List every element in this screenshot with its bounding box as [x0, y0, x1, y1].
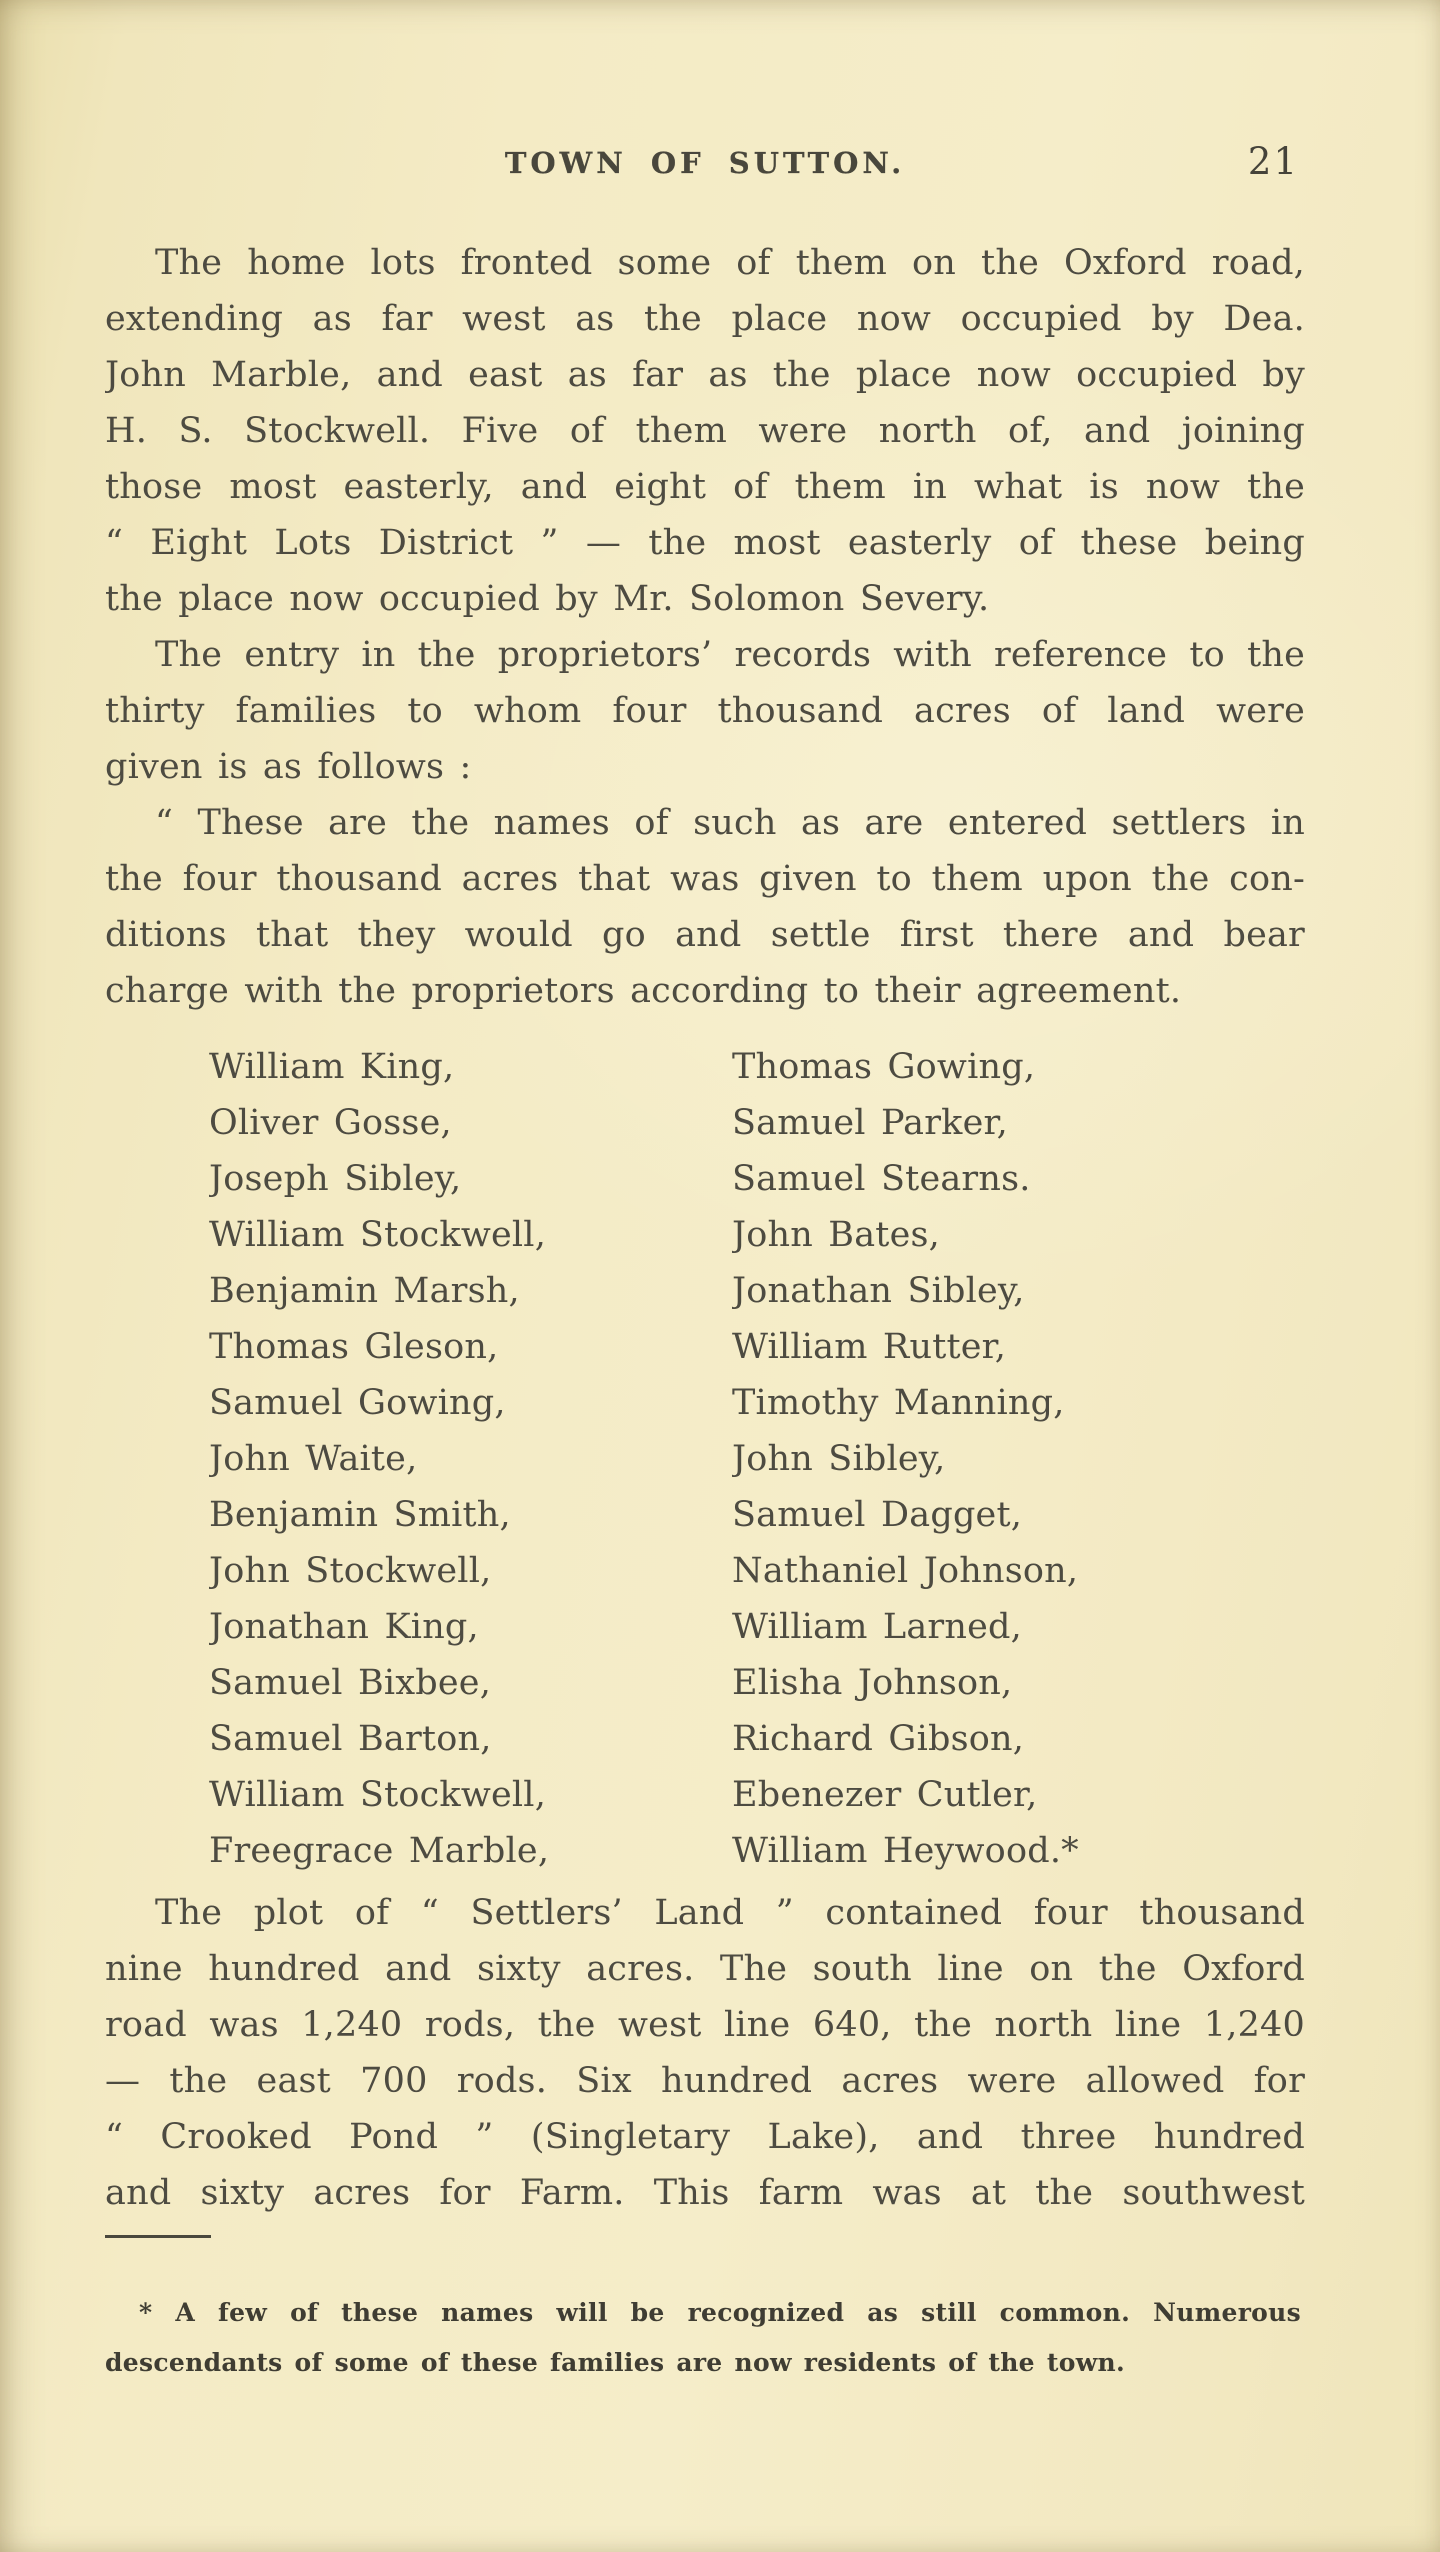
settler-name: Samuel Barton, — [209, 1719, 492, 1759]
text-line: the four thousand acres that was given to them upon the con- — [105, 859, 1305, 899]
settler-name: Ebenezer Cutler, — [732, 1775, 1038, 1815]
text-line: The plot of “ Settlers’ Land ” contained four thousand — [155, 1893, 1305, 1933]
settler-name: Elisha Johnson, — [732, 1663, 1013, 1703]
settler-name: William Stockwell, — [209, 1775, 547, 1815]
text-line: extending as far west as the place now occupied by Dea. — [105, 299, 1305, 339]
settler-name: Joseph Sibley, — [209, 1159, 462, 1199]
settler-name: Samuel Parker, — [732, 1103, 1008, 1143]
text-line: and sixty acres for Farm. This farm was at the southwest — [105, 2173, 1305, 2213]
page-content — [105, 0, 1305, 2388]
settler-name: John Bates, — [732, 1215, 940, 1255]
text-line: given is as follows : — [105, 747, 472, 787]
settler-name: Oliver Gosse, — [209, 1103, 452, 1143]
settler-name: William Larned, — [732, 1607, 1022, 1647]
settler-name: William Stockwell, — [209, 1215, 547, 1255]
text-line: those most easterly, and eight of them in what is now the — [105, 467, 1305, 507]
settlers-column-right — [732, 1039, 1079, 1879]
text-line: charge with the proprietors according to their agreement. — [105, 971, 1182, 1011]
text-line: road was 1,240 rods, the west line 640, the north line 1,240 — [105, 2005, 1305, 2045]
settler-name: Benjamin Marsh, — [209, 1271, 520, 1311]
text-line: * A few of these names will be recognized as still common. Numerous — [139, 2298, 1301, 2327]
paragraph-settlers-quote — [105, 795, 1305, 1019]
settler-name: Thomas Gowing, — [732, 1047, 1036, 1087]
settler-name: Samuel Dagget, — [732, 1495, 1023, 1535]
settler-name: Freegrace Marble, — [209, 1831, 550, 1871]
text-line: the place now occupied by Mr. Solomon Severy. — [105, 579, 990, 619]
text-line: thirty families to whom four thousand acres of land were — [105, 691, 1305, 731]
text-line: John Marble, and east as far as the place now occupied by — [105, 355, 1305, 395]
settler-name: William Rutter, — [732, 1327, 1007, 1367]
text-line: The home lots fronted some of them on the Oxford road, — [155, 243, 1305, 283]
settler-name: John Sibley, — [732, 1439, 946, 1479]
settler-name: Thomas Gleson, — [209, 1327, 499, 1367]
text-line: ditions that they would go and settle first there and bear — [105, 915, 1305, 955]
settler-name: Benjamin Smith, — [209, 1495, 511, 1535]
settler-name: Samuel Stearns. — [732, 1159, 1031, 1199]
settler-name: Samuel Bixbee, — [209, 1663, 492, 1703]
text-line: nine hundred and sixty acres. The south line on the Oxford — [105, 1949, 1305, 1989]
header-title: TOWN OF SUTTON. — [504, 146, 906, 180]
settler-name: Samuel Gowing, — [209, 1383, 506, 1423]
text-line: H. S. Stockwell. Five of them were north of, and joining — [105, 411, 1305, 451]
text-line: “ Eight Lots District ” — the most easterly of these being — [105, 523, 1305, 563]
settler-name: Jonathan King, — [209, 1607, 479, 1647]
settler-name: Nathaniel Johnson, — [732, 1551, 1079, 1591]
settlers-name-list — [105, 1039, 1305, 1879]
settler-name: Timothy Manning, — [732, 1383, 1065, 1423]
paragraph-home-lots — [105, 235, 1305, 627]
text-line: “ Crooked Pond ” (Singletary Lake), and three hundred — [105, 2117, 1305, 2157]
text-line: — the east 700 rods. Six hundred acres were allowed for — [105, 2061, 1305, 2101]
text-line: descendants of some of these families are now residents of the town. — [105, 2348, 1126, 2377]
settler-name: Richard Gibson, — [732, 1719, 1025, 1759]
text-line: The entry in the proprietors’ records with reference to the — [155, 635, 1305, 675]
settlers-column-left — [209, 1039, 549, 1879]
settler-name: John Waite, — [209, 1439, 418, 1479]
settler-name: William King, — [209, 1047, 455, 1087]
settler-name: William Heywood.* — [732, 1831, 1079, 1871]
footnote-rule — [105, 2235, 211, 2238]
paragraph-settlers-land-plot — [105, 1885, 1305, 2221]
running-header — [105, 140, 1305, 186]
paragraph-proprietors-entry — [105, 627, 1305, 795]
settler-name: Jonathan Sibley, — [732, 1271, 1025, 1311]
settler-name: John Stockwell, — [209, 1551, 492, 1591]
footnote — [105, 2288, 1301, 2388]
page-number: 21 — [1247, 140, 1299, 183]
text-line: “ These are the names of such as are entered settlers in — [155, 803, 1305, 843]
